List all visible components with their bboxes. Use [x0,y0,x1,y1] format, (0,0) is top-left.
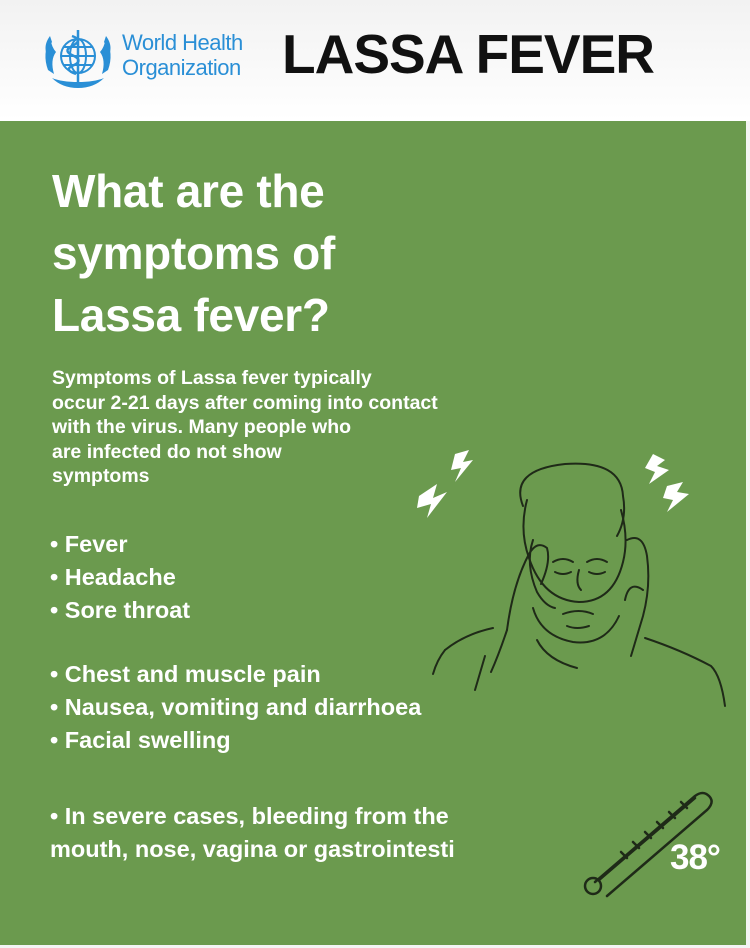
intro-line: are infected do not show [52,440,282,463]
organization-name-line2: Organization [122,55,241,80]
symptom-list-further [50,658,421,757]
organization-name-line1: World Health [122,30,243,55]
intro-line: occur 2-21 days after coming into contact [52,391,438,414]
symptom-item: • Facial swelling [50,724,421,757]
intro-line: with the virus. Many people who [52,416,352,438]
symptom-item: • In severe cases, bleeding from the [50,800,455,833]
organization-name [122,30,243,80]
symptom-item: • Nausea, vomiting and diarrhoea [50,691,421,724]
symptom-item: • Sore throat [50,594,190,627]
symptom-item: • Fever [50,528,190,561]
right-border [746,121,750,948]
question-line: What are the [52,165,325,217]
intro-line: symptoms [52,465,150,487]
symptom-list-severe [50,800,455,866]
symptom-item: • Chest and muscle pain [50,658,421,691]
intro-line: Symptoms of Lassa fever typically [52,367,372,389]
question-heading [52,160,572,346]
question-line: Lassa fever? [52,289,330,341]
temperature-reading: 38° [670,838,720,877]
symptom-item-continued: mouth, nose, vagina or gastrointesti [50,836,455,862]
who-emblem-icon [40,22,116,92]
person-with-headache-icon [415,440,735,715]
question-line: symptoms of [52,227,335,279]
page-title: LASSA FEVER [282,23,655,85]
symptom-list-common [50,528,190,627]
header [0,0,750,120]
symptom-item: • Headache [50,561,190,594]
